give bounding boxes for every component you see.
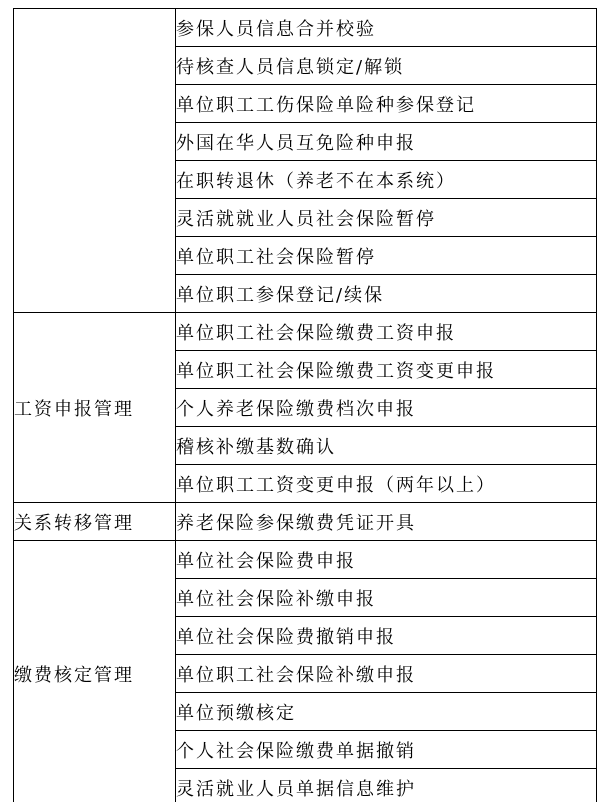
service-item-cell: 在职转退休（养老不在本系统） — [176, 161, 597, 199]
service-item-cell: 单位职工社会保险缴费工资申报 — [176, 313, 597, 351]
service-item-cell: 灵活就就业人员社会保险暂停 — [176, 199, 597, 237]
service-item-cell: 外国在华人员互免险种申报 — [176, 123, 597, 161]
service-item-cell: 单位职工社会保险缴费工资变更申报 — [176, 351, 597, 389]
service-item-cell: 单位职工工伤保险单险种参保登记 — [176, 85, 597, 123]
service-item-cell: 个人社会保险缴费单据撤销 — [176, 731, 597, 769]
service-item-cell: 单位社会保险补缴申报 — [176, 579, 597, 617]
service-item-cell: 单位社会保险费撤销申报 — [176, 617, 597, 655]
service-table-body — [14, 9, 597, 807]
service-item-cell: 单位职工社会保险补缴申报 — [176, 655, 597, 693]
service-item-cell: 待核查人员信息锁定/解锁 — [176, 47, 597, 85]
service-item-cell: 稽核补缴基数确认 — [176, 427, 597, 465]
service-item-cell: 参保人员信息合并校验 — [176, 9, 597, 47]
service-item-cell: 养老保险参保缴费凭证开具 — [176, 503, 597, 541]
service-item-cell: 单位职工社会保险暂停 — [176, 237, 597, 275]
page-bottom-margin — [0, 802, 609, 808]
service-item-cell: 单位职工工资变更申报（两年以上） — [176, 465, 597, 503]
category-cell: 缴费核定管理 — [14, 541, 176, 807]
service-item-cell: 单位预缴核定 — [176, 693, 597, 731]
service-table — [13, 8, 597, 807]
table-row — [14, 503, 597, 541]
service-item-cell: 单位社会保险费申报 — [176, 541, 597, 579]
service-item-cell: 个人养老保险缴费档次申报 — [176, 389, 597, 427]
table-row — [14, 313, 597, 351]
category-cell: 关系转移管理 — [14, 503, 176, 541]
table-row — [14, 9, 597, 47]
table-row — [14, 541, 597, 579]
category-cell — [14, 9, 176, 313]
service-item-cell: 灵活就业人员单据信息维护 — [176, 769, 597, 807]
category-cell: 工资申报管理 — [14, 313, 176, 503]
service-item-cell: 单位职工参保登记/续保 — [176, 275, 597, 313]
